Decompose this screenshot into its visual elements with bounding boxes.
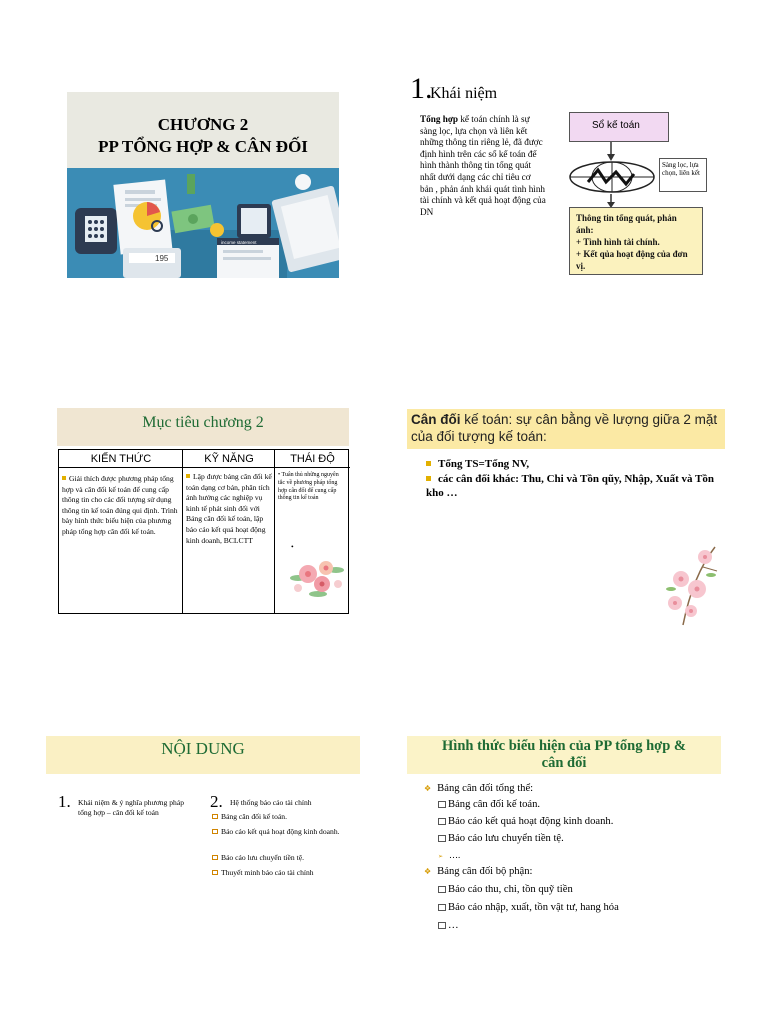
diamond-bullet-icon: ❖ <box>424 784 432 793</box>
slide6-item: Báo cáo lưu chuyển tiền tệ. <box>438 832 564 845</box>
slide6-item: … <box>438 919 459 932</box>
summary-info-line: + Tình hình tài chính. <box>576 237 660 247</box>
slide2-definition <box>420 114 546 218</box>
checkbox-icon <box>212 855 218 860</box>
arrow-bullet-icon: ➢ <box>438 854 444 860</box>
slide6-group-2: ❖ Bảng cân đối bộ phận: <box>424 866 533 877</box>
header-skills: KỸ NĂNG <box>183 450 275 468</box>
checkbox-icon <box>438 801 446 808</box>
attitude-bullet: • <box>291 542 294 551</box>
slide5-item-2: Hệ thống báo cáo tài chính <box>230 798 312 807</box>
calc-display: 195 <box>155 254 169 263</box>
blossom-decoration-icon <box>663 545 719 627</box>
checkbox-icon <box>212 829 218 834</box>
summary-info-line: + Kết qủa hoạt động của đơn vị. <box>576 249 688 271</box>
summary-info-line: Thông tin tổng quát, phản ánh: <box>576 213 677 235</box>
knowledge-cell <box>62 474 180 538</box>
slide2-definition-bold: Tổng hợp <box>420 114 459 124</box>
slide3-title: Mục tiêu chương 2 <box>57 408 349 446</box>
slide5-subitem: Báo cáo kết quả hoạt động kinh doanh. <box>212 827 347 837</box>
statement-label: income statement <box>221 240 257 245</box>
slide4-bullet: Tổng TS=Tổng NV, <box>426 457 716 471</box>
checkbox-icon <box>438 922 446 929</box>
slide6-item: Bảng cân đối kế toán. <box>438 798 540 811</box>
bullet-icon <box>62 476 66 480</box>
header-attitude: THÁI ĐỘ <box>275 450 350 468</box>
checkbox-icon <box>212 870 218 875</box>
coin-icon <box>210 223 224 237</box>
slide6-title-line1: Hình thức biểu hiện của PP tổng hợp & <box>442 738 686 754</box>
slide4-definition-rest: kế toán: sự cân bằng về lượng giữa 2 mặt của đối tượng kế toán: <box>411 412 718 444</box>
attitude-text: Tuân thủ những nguyên tắc về phương pháp tổng hợp cân đối để cung cấp thông tin kế toán <box>278 472 339 502</box>
checkbox-icon <box>438 886 446 893</box>
ledger-box: Sổ kế toán <box>569 112 669 142</box>
slide6-item: Báo cáo nhập, xuất, tồn vật tư, hang hóa <box>438 901 619 914</box>
summary-info-box <box>569 207 703 275</box>
knowledge-text: Giải thích được phương pháp tổng hợp và cân đối kế toán để cung cấp thông tin cho các đối tượng sử dụng thông tin kế toán đúng qui định. Trình bày hình thức biểu hiện của phương pháp tổng hợp cân đối kế toán. <box>62 474 178 536</box>
finance-illustration-svg <box>67 168 339 278</box>
slide6-item: Báo cáo kết quả hoạt động kinh doanh. <box>438 815 613 828</box>
finance-illustration <box>67 168 339 278</box>
checkbox-icon <box>438 835 446 842</box>
slide5-number-1: 1. <box>58 792 71 811</box>
slide5-subitem: Báo cáo lưu chuyển tiền tệ. <box>212 853 304 863</box>
slide2-heading: Khái niệm <box>430 85 498 102</box>
slide5-item-1: Khái niệm & ý nghĩa phương pháp tổng hợp – cân đối kế toán <box>78 798 184 818</box>
attitude-cell: • Tuân thủ những nguyên tắc về phương pháp tổng hợp cân đối để cung cấp thông tin kế toán <box>278 472 339 502</box>
slide6-item: Báo cáo thu, chi, tồn quỹ tiền <box>438 883 573 896</box>
slide6-group-1: ❖ Bảng cân đối tổng thể: <box>424 783 534 794</box>
checkbox-icon <box>438 904 446 911</box>
slide1-title-box <box>67 92 339 168</box>
skills-cell <box>186 472 274 546</box>
header-knowledge: KIẾN THỨC <box>59 450 183 468</box>
globe-filter-icon <box>568 160 656 194</box>
arrow-down-icon <box>605 194 617 208</box>
slide4-definition-bold: Cân đối <box>411 412 461 427</box>
slide5-subitem: Thuyết minh báo cáo tài chính <box>212 868 314 878</box>
slide6-item-more: ➢ …. <box>438 849 460 864</box>
slide2-definition-rest: kế toán chính là sự sàng lọc, lựa chọn và liên kết những thông tin riêng lẻ, đã được định hình trên các sổ kế toán để hình thành thông tin tổng quát nhất dưới dạng các chỉ tiêu cơ bản , phản ánh khái quát tình hình tài chính và kết quả hoạt động của DN <box>420 114 546 217</box>
flower-decoration-icon <box>288 548 346 600</box>
slide4-bullet: các cân đối khác: Thu, Chi và Tồn qũy, Nhập, Xuất và Tồn kho … <box>426 473 715 499</box>
checkbox-icon <box>438 818 446 825</box>
slide6-title <box>407 736 721 774</box>
slide1-title-line1: CHƯƠNG 2 <box>157 115 249 134</box>
slide4-definition-box <box>407 409 725 449</box>
checkbox-icon <box>212 814 218 819</box>
slide2-number: 1. <box>410 72 433 105</box>
diamond-bullet-icon: ❖ <box>424 867 432 876</box>
slide6-title-line2: cân đối <box>541 755 587 771</box>
slide5-number-2: 2. <box>210 792 223 811</box>
bullet-icon <box>426 461 431 466</box>
bullet-icon <box>186 474 190 478</box>
filter-box: Sàng lọc, lựa chọn, liên kết <box>659 158 707 192</box>
slide5-title: NỘI DUNG <box>46 736 360 774</box>
arrow-down-icon <box>605 142 617 162</box>
slide5-subitem: Bảng cân đối kế toán. <box>212 812 287 822</box>
skills-text: Lập được bảng cân đối kế toán dạng cơ bản, phân tích ảnh hưởng các nghiệp vụ kinh tế phát sinh đối với Bảng cân đối kế toán, lập báo cáo kết quả hoạt động kinh doanh, BCLCTT <box>186 472 272 545</box>
bullet-icon <box>426 476 431 481</box>
slide1-title-line2: PP TỔNG HỢP & CÂN ĐỐI <box>98 137 308 156</box>
